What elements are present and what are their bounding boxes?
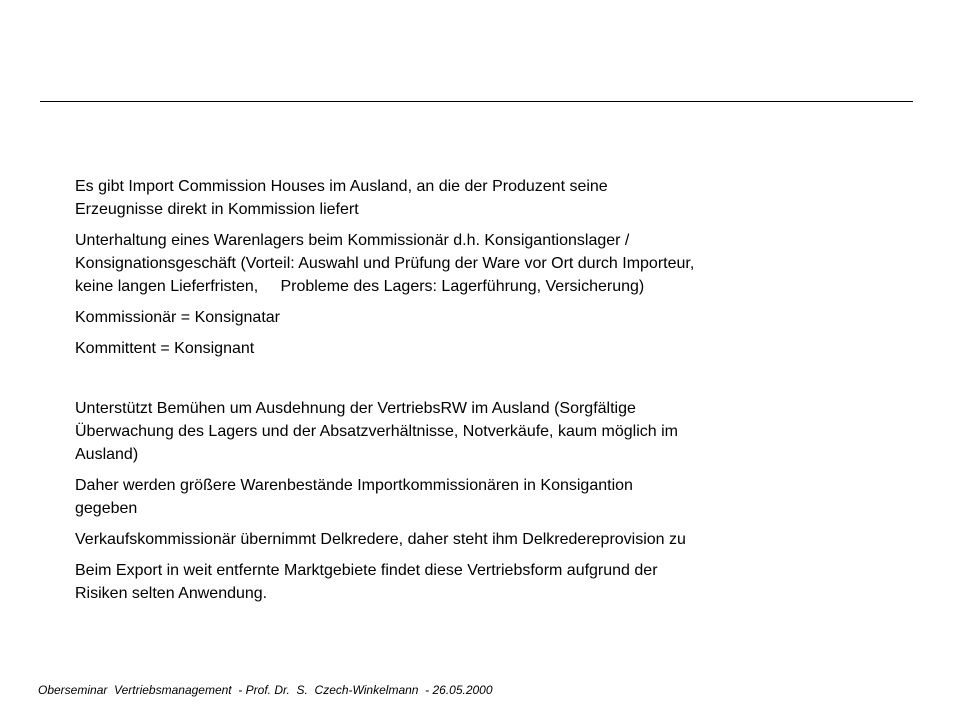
paragraph-vertriebsrw: Unterstützt Bemühen um Ausdehnung der VertriebsRW im Ausland (Sorgfältige Überwachung des Lagers und der Absatzverhältnisse, Notverkäufe, kaum möglich im Ausland) <box>75 400 678 463</box>
paragraph-kommittent: Kommittent = Konsignant <box>75 340 255 357</box>
paragraph-export: Beim Export in weit entfernte Marktgebiete findet diese Vertriebsform aufgrund der Risiken selten Anwendung. <box>75 562 658 602</box>
header-divider <box>40 101 913 102</box>
paragraph-warenlager: Unterhaltung eines Warenlagers beim Kommissionär d.h. Konsigantionslager / Konsignationsgeschäft (Vorteil: Auswahl und Prüfung der Ware vor Ort durch Importeur, keine langen Lieferfristen, Probleme des Lagers: Lagerführung, Versicherung) <box>75 232 695 295</box>
paragraph-spacer <box>75 368 835 397</box>
paragraph-warenbestaende: Daher werden größere Warenbestände Importkommissionären in Konsigantion gegeben <box>75 477 633 517</box>
slide-content <box>75 175 835 613</box>
paragraph-delkredere: Verkaufskommissionär übernimmt Delkredere, daher steht ihm Delkredereprovision zu <box>75 531 686 548</box>
slide-footer: Oberseminar Vertriebsmanagement - Prof. Dr. S. Czech-Winkelmann - 26.05.2000 <box>38 683 493 697</box>
paragraph-kommissionaer: Kommissionär = Konsignatar <box>75 309 280 326</box>
paragraph-import-commission-houses: Es gibt Import Commission Houses im Ausland, an die der Produzent seine Erzeugnisse direkt in Kommission liefert <box>75 178 608 218</box>
